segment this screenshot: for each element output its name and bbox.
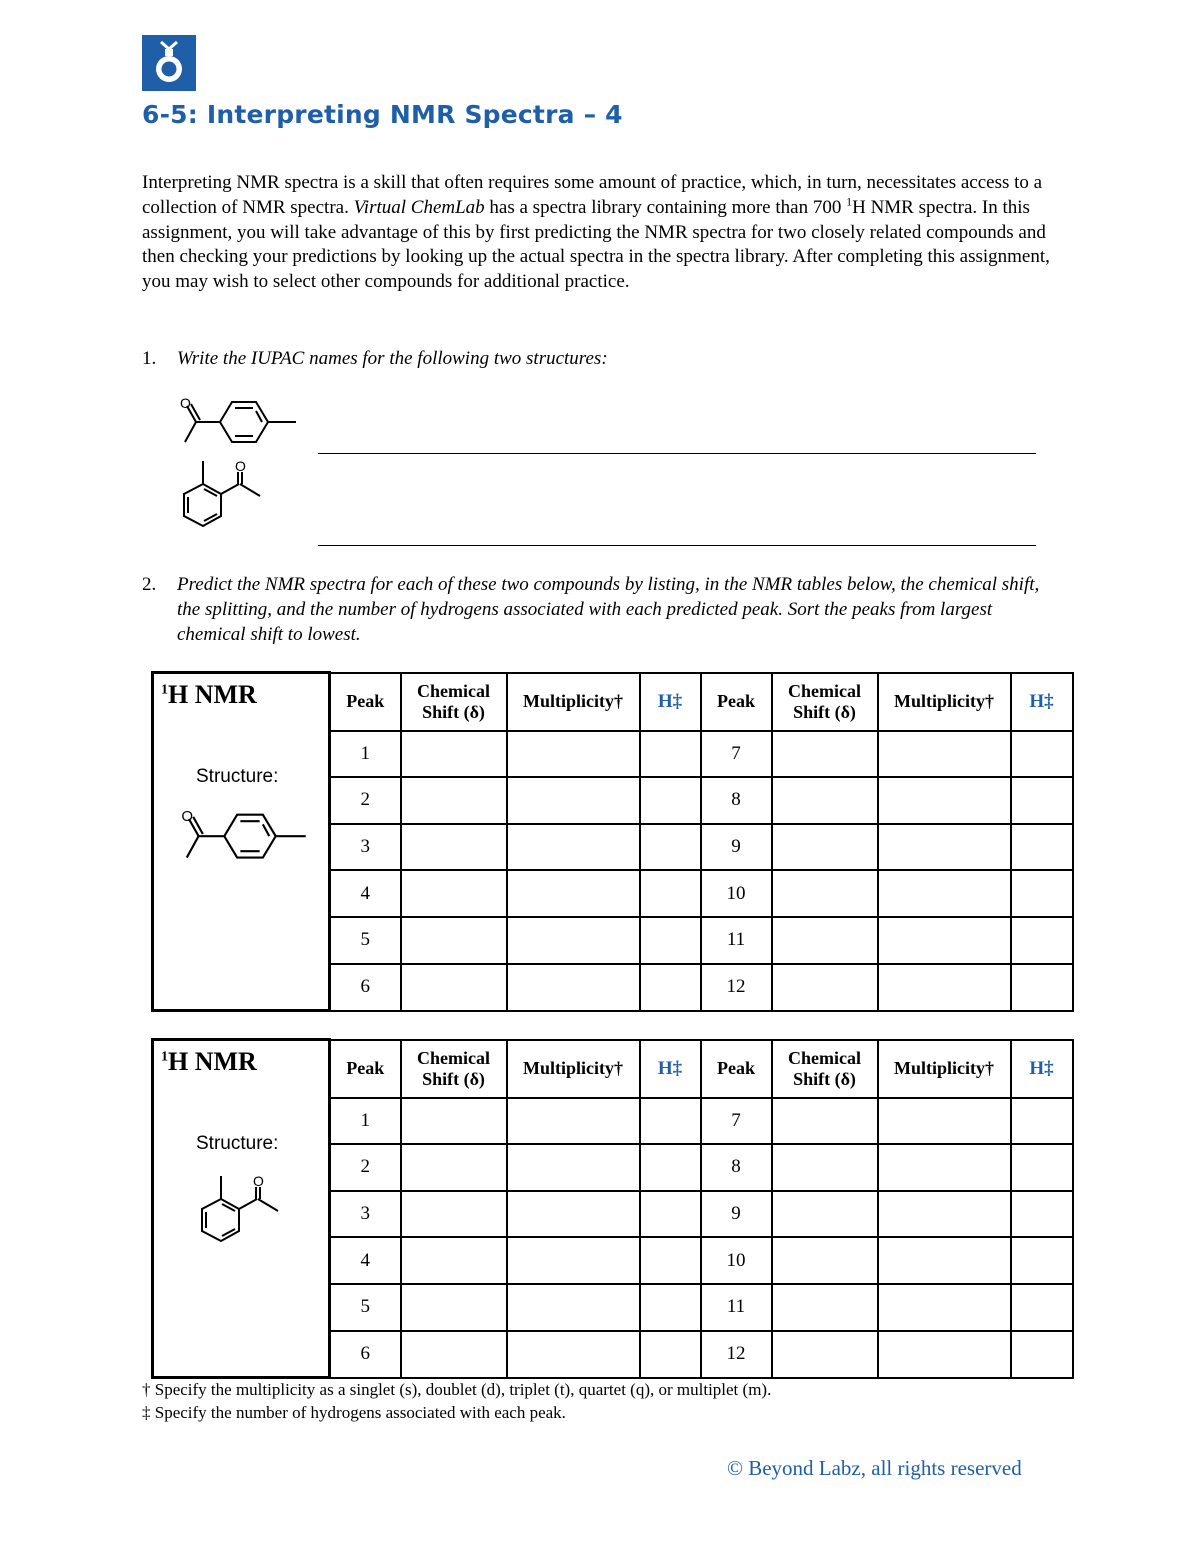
peak-number: 9 <box>701 824 772 871</box>
peak-number: 2 <box>330 1144 401 1191</box>
multiplicity-input[interactable] <box>507 1144 640 1191</box>
multiplicity-input[interactable] <box>507 1331 640 1378</box>
multiplicity-input[interactable] <box>878 731 1011 778</box>
multiplicity-input[interactable] <box>507 870 640 917</box>
hydrogens-input[interactable] <box>640 964 701 1011</box>
multiplicity-input[interactable] <box>878 1284 1011 1331</box>
footnote-multiplicity: † Specify the multiplicity as a singlet (s), doublet (d), triplet (t), quartet (q), or multiplet (m). <box>142 1380 772 1399</box>
multiplicity-input[interactable] <box>878 964 1011 1011</box>
shift-input[interactable] <box>401 1098 507 1145</box>
header-peak: Peak <box>330 673 401 731</box>
table-1-title: $^1$H NMR <box>161 680 257 709</box>
beyond-labz-logo-icon <box>142 35 196 91</box>
shift-input[interactable] <box>401 1284 507 1331</box>
shift-input[interactable] <box>401 824 507 871</box>
peak-number: 1 <box>330 1098 401 1145</box>
multiplicity-input[interactable] <box>878 1098 1011 1145</box>
hydrogens-input[interactable] <box>1011 1284 1073 1331</box>
multiplicity-input[interactable] <box>507 964 640 1011</box>
shift-input[interactable] <box>401 964 507 1011</box>
peak-number: 10 <box>701 1237 772 1284</box>
hydrogens-input[interactable] <box>1011 870 1073 917</box>
table-1-structure-icon <box>170 804 315 864</box>
hydrogens-input[interactable] <box>1011 731 1073 778</box>
question-2-text: Predict the NMR spectra for each of these two compounds by listing, in the NMR tables below, the chemical shift, the splitting, and the number of hydrogens associated with each predicted peak. Sort the peaks from largest chemical shift to lowest. <box>177 574 1040 645</box>
header-hydrogens: H‡ <box>640 673 701 731</box>
shift-input[interactable] <box>772 1331 878 1378</box>
peak-number: 8 <box>701 1144 772 1191</box>
peak-number: 7 <box>701 1098 772 1145</box>
hydrogens-input[interactable] <box>1011 1237 1073 1284</box>
multiplicity-input[interactable] <box>878 777 1011 824</box>
shift-input[interactable] <box>772 1237 878 1284</box>
peak-number: 11 <box>701 917 772 964</box>
question-2 <box>142 572 1052 647</box>
hydrogens-input[interactable] <box>1011 824 1073 871</box>
peak-number: 5 <box>330 917 401 964</box>
peak-number: 10 <box>701 870 772 917</box>
hydrogens-input[interactable] <box>1011 777 1073 824</box>
multiplicity-input[interactable] <box>507 731 640 778</box>
para-methylacetophenone-structure-icon <box>172 392 302 448</box>
question-1 <box>142 346 1052 371</box>
shift-input[interactable] <box>772 1191 878 1238</box>
question-2-number: 2. <box>142 574 157 595</box>
footnote-hydrogens: ‡ Specify the number of hydrogens associated with each peak. <box>142 1403 566 1422</box>
hydrogens-input[interactable] <box>640 777 701 824</box>
hydrogens-input[interactable] <box>640 1144 701 1191</box>
multiplicity-input[interactable] <box>878 870 1011 917</box>
header-chemical-shift: Chemical Shift (δ) <box>772 673 878 731</box>
shift-input[interactable] <box>401 731 507 778</box>
page-title: 6-5: Interpreting NMR Spectra – 4 <box>142 100 623 129</box>
shift-input[interactable] <box>401 777 507 824</box>
intro-superscript: 1 <box>846 194 853 209</box>
copyright-notice: © Beyond Labz, all rights reserved <box>727 1456 1022 1480</box>
hydrogens-input[interactable] <box>1011 964 1073 1011</box>
shift-input[interactable] <box>772 870 878 917</box>
peak-number: 6 <box>330 964 401 1011</box>
shift-input[interactable] <box>401 1144 507 1191</box>
peak-number: 4 <box>330 870 401 917</box>
table-2-title: $^1$H NMR <box>161 1047 257 1076</box>
peak-number: 6 <box>330 1331 401 1378</box>
shift-input[interactable] <box>772 1098 878 1145</box>
multiplicity-input[interactable] <box>878 1144 1011 1191</box>
hydrogens-input[interactable] <box>1011 917 1073 964</box>
ortho-methylacetophenone-structure-icon <box>172 455 272 535</box>
nmr-table-2 <box>151 1038 1074 1379</box>
shift-input[interactable] <box>401 1331 507 1378</box>
hydrogens-input[interactable] <box>1011 1331 1073 1378</box>
table-2-structure-icon <box>190 1165 290 1255</box>
nmr-table-1 <box>151 671 1074 1012</box>
shift-input[interactable] <box>772 1144 878 1191</box>
peak-number: 1 <box>330 731 401 778</box>
hydrogens-input[interactable] <box>640 1331 701 1378</box>
multiplicity-input[interactable] <box>507 1284 640 1331</box>
intro-text-1: Interpreting NMR spectra is a skill that often requires some amount of practice, which, in turn, necessitates access to a collection of NMR spectra. <box>142 172 1043 218</box>
shift-input[interactable] <box>401 1237 507 1284</box>
hydrogens-input[interactable] <box>640 1237 701 1284</box>
peak-number: 5 <box>330 1284 401 1331</box>
svg-text:O: O <box>235 458 246 474</box>
multiplicity-input[interactable] <box>878 1331 1011 1378</box>
hydrogens-input[interactable] <box>1011 1191 1073 1238</box>
hydrogens-input[interactable] <box>640 1284 701 1331</box>
header-multiplicity: Multiplicity† <box>878 673 1011 731</box>
header-hydrogens: H‡ <box>1011 673 1073 731</box>
hydrogens-input[interactable] <box>640 870 701 917</box>
header-chemical-shift: Chemical Shift (δ) <box>401 1040 507 1098</box>
multiplicity-input[interactable] <box>507 1191 640 1238</box>
peak-number: 7 <box>701 731 772 778</box>
shift-input[interactable] <box>401 1191 507 1238</box>
header-peak: Peak <box>330 1040 401 1098</box>
peak-number: 2 <box>330 777 401 824</box>
multiplicity-input[interactable] <box>507 917 640 964</box>
table-2-structure-label: Structure: <box>196 1133 279 1154</box>
header-multiplicity: Multiplicity† <box>507 1040 640 1098</box>
peak-number: 9 <box>701 1191 772 1238</box>
peak-number: 3 <box>330 824 401 871</box>
peak-number: 3 <box>330 1191 401 1238</box>
hydrogens-input[interactable] <box>640 1098 701 1145</box>
peak-number: 11 <box>701 1284 772 1331</box>
hydrogens-input[interactable] <box>640 917 701 964</box>
multiplicity-input[interactable] <box>507 1237 640 1284</box>
shift-input[interactable] <box>772 964 878 1011</box>
hydrogens-input[interactable] <box>640 731 701 778</box>
multiplicity-input[interactable] <box>507 1098 640 1145</box>
peak-number: 8 <box>701 777 772 824</box>
hydrogens-input[interactable] <box>640 1191 701 1238</box>
multiplicity-input[interactable] <box>507 824 640 871</box>
header-multiplicity: Multiplicity† <box>878 1040 1011 1098</box>
header-hydrogens: H‡ <box>640 1040 701 1098</box>
question-1-text: Write the IUPAC names for the following two structures: <box>177 348 608 369</box>
multiplicity-input[interactable] <box>507 777 640 824</box>
shift-input[interactable] <box>772 777 878 824</box>
header-chemical-shift: Chemical Shift (δ) <box>401 673 507 731</box>
intro-paragraph <box>142 171 1062 295</box>
hydrogens-input[interactable] <box>640 824 701 871</box>
multiplicity-input[interactable] <box>878 1191 1011 1238</box>
hydrogens-input[interactable] <box>1011 1144 1073 1191</box>
header-multiplicity: Multiplicity† <box>507 673 640 731</box>
shift-input[interactable] <box>772 824 878 871</box>
answer-line-1[interactable] <box>318 453 1036 454</box>
multiplicity-input[interactable] <box>878 917 1011 964</box>
header-peak: Peak <box>701 1040 772 1098</box>
hydrogens-input[interactable] <box>1011 1098 1073 1145</box>
svg-text:O: O <box>180 395 191 411</box>
multiplicity-input[interactable] <box>878 824 1011 871</box>
intro-product-name: Virtual ChemLab <box>353 196 485 218</box>
svg-text:O: O <box>181 808 194 826</box>
peak-number: 12 <box>701 1331 772 1378</box>
peak-number: 4 <box>330 1237 401 1284</box>
multiplicity-input[interactable] <box>878 1237 1011 1284</box>
header-peak: Peak <box>701 673 772 731</box>
header-hydrogens: H‡ <box>1011 1040 1073 1098</box>
table-1-structure-label: Structure: <box>196 766 279 787</box>
intro-text-3: H NMR spectra. In this assignment, you will take advantage of this by first predicting the NMR spectra for two closely related compounds and then checking your predictions by looking up the actual spectra in the spectra library. After completing this assignment, you may wish to select other compounds for additional practice. <box>142 196 1050 293</box>
shift-input[interactable] <box>401 917 507 964</box>
table-2-label-cell <box>153 1040 330 1378</box>
answer-line-2[interactable] <box>318 545 1036 546</box>
shift-input[interactable] <box>772 917 878 964</box>
shift-input[interactable] <box>401 870 507 917</box>
svg-text:O: O <box>253 1173 264 1189</box>
table-1-label-cell <box>153 673 330 1011</box>
intro-text-2: has a spectra library containing more than 700 <box>484 196 847 218</box>
shift-input[interactable] <box>772 1284 878 1331</box>
header-chemical-shift: Chemical Shift (δ) <box>772 1040 878 1098</box>
peak-number: 12 <box>701 964 772 1011</box>
question-1-number: 1. <box>142 348 157 369</box>
shift-input[interactable] <box>772 731 878 778</box>
